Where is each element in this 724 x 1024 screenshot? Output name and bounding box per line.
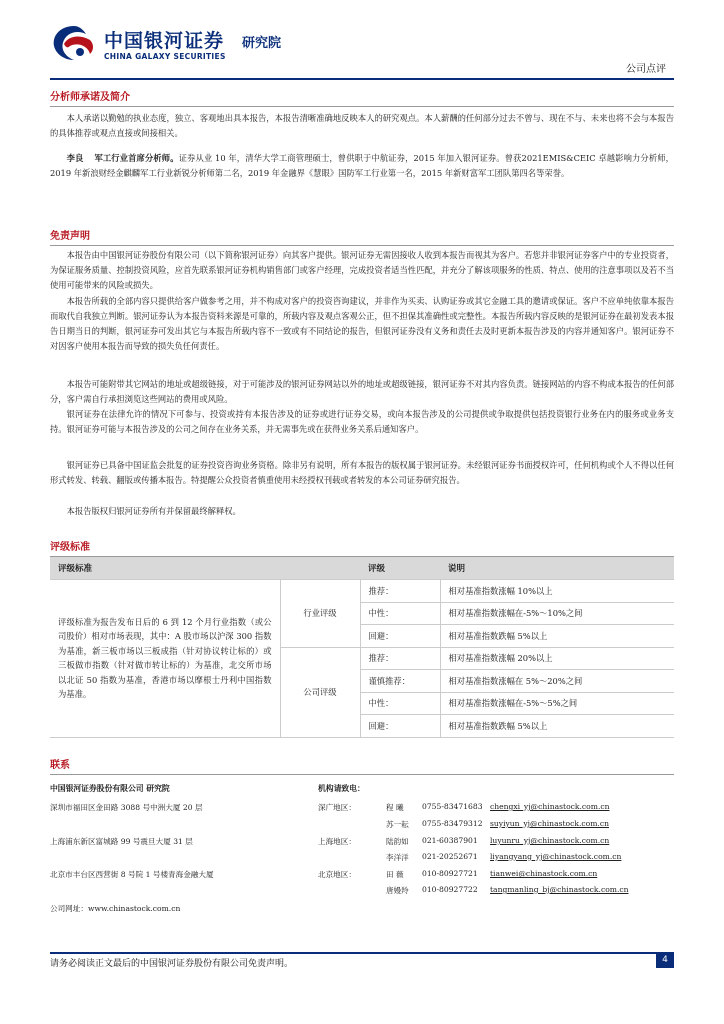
region-shenzhen: 深广地区： — [318, 803, 356, 812]
region-shanghai: 上海地区： — [318, 837, 356, 846]
grade-label: 回避： — [360, 625, 440, 648]
disclaimer-paragraph: 本报告可能附带其它网站的地址或超级链接，对于可能涉及的银河证券网站以外的地址或超级链接，银河证券不对其内容负责。链接网站的内容不构成本报告的任何部分，客户需自行承担浏览这些网站的费用或风险。 — [50, 379, 674, 404]
contact-section-title: 联系 — [50, 756, 674, 775]
footer-divider — [50, 952, 674, 954]
contact-phone: 010-80927721 — [422, 869, 478, 878]
grade-note: 相对基准指数涨幅在 5%～20%之间 — [440, 670, 674, 693]
grade-label: 推荐： — [360, 647, 440, 670]
contact-phone: 021-20252671 — [422, 852, 478, 861]
contact-phone: 0755-83479312 — [422, 819, 483, 828]
contact-email[interactable]: suyiyun_yj@chinastock.com.cn — [490, 819, 609, 828]
contact-name: 田 薇 — [386, 870, 404, 879]
grade-note: 相对基准指数涨幅 20%以上 — [440, 647, 674, 670]
grade-label: 回避： — [360, 715, 440, 738]
rating-table — [50, 557, 674, 738]
grade-label: 推荐： — [360, 580, 440, 603]
grade-note: 相对基准指数涨幅在-5%～5%之间 — [440, 692, 674, 715]
grade-note: 相对基准指数涨幅 10%以上 — [440, 580, 674, 603]
col-header-standard: 评级标准 — [50, 557, 280, 580]
analyst-name: 李良 — [66, 153, 84, 163]
contact-email[interactable]: chengxi_yj@chinastock.com.cn — [490, 802, 610, 811]
company-name-cn: 中国银河证券 — [104, 30, 225, 52]
rating-section-title: 评级标准 — [50, 538, 674, 557]
industry-rating-label: 行业评级 — [280, 580, 360, 648]
analyst-section-title: 分析师承诺及简介 — [50, 88, 674, 107]
grade-note: 相对基准指数跌幅 5%以上 — [440, 625, 674, 648]
address-shenzhen: 深圳市福田区金田路 3088 号中洲大厦 20 层 — [50, 803, 203, 812]
col-header-note: 说明 — [440, 557, 674, 580]
document-type: 公司点评 — [626, 64, 666, 75]
region-beijing: 北京地区： — [318, 870, 356, 879]
galaxy-logo-icon — [50, 22, 98, 62]
analyst-pledge: 本人承诺以勤勉的执业态度，独立、客观地出具本报告，本报告清晰准确地反映本人的研究观点。本人薪酬的任何部分过去不曾与、现在不与、未来也将不会与本报告的具体推荐或观点直接或间接相关。 — [50, 113, 674, 138]
contact-phone: 0755-83471683 — [422, 802, 483, 811]
contact-email[interactable]: liyangyang_yj@chinastock.com.cn — [490, 852, 622, 861]
contact-email[interactable]: tianwei@chinastock.com.cn — [490, 869, 598, 878]
header-divider — [50, 78, 674, 80]
contact-name: 唐嫚羚 — [386, 886, 409, 895]
disclaimer-paragraph: 银河证券在法律允许的情况下可参与、投资或持有本报告涉及的证券或进行证券交易，或向本报告涉及的公司提供或争取提供包括投资银行业务在内的服务或业务支持。银河证券可能与本报告涉及的公司之间存在业务关系，并无需事先或在获得业务关系后通知客户。 — [50, 409, 674, 434]
page-header — [50, 18, 674, 80]
sales-title: 机构请致电： — [318, 784, 365, 793]
page-number: 4 — [656, 952, 674, 968]
analyst-bio-paragraph — [50, 151, 674, 181]
contact-company: 中国银河证券股份有限公司 研究院 — [50, 784, 170, 793]
col-header-type — [280, 557, 360, 580]
company-website[interactable]: 公司网址：www.chinastock.com.cn — [50, 904, 181, 913]
contact-name: 苏一耘 — [386, 820, 409, 829]
company-name-en: CHINA GALAXY SECURITIES — [104, 52, 226, 61]
disclaimer-paragraph: 本报告版权归银河证券所有并保留最终解释权。 — [66, 506, 241, 516]
col-header-grade: 评级 — [360, 557, 440, 580]
analyst-bio: 证券从业 10 年，清华大学工商管理硕士，曾供职于中航证券，2015 年加入银河证券。曾获2021EMIS&CEIC 卓越影响力分析师，2019 年新浪财经金麒麟军工行业新锐分析师第二名，2019 年金融界《慧眼》国防军工行业第一名，2015 年新财富军工团队第四名等荣誉。 — [50, 153, 674, 178]
company-rating-label: 公司评级 — [280, 647, 360, 737]
rating-description: 评级标准为报告发布日后的 6 到 12 个月行业指数（或公司股价）相对市场表现，其中：A 股市场以沪深 300 指数为基准，新三板市场以三板成指（针对协议转让标的）或三板做市指数（针对做市转让标的）为基准，北交所市场以北证 50 指数为基准，香港市场以摩根士丹利中国指数为基准。 — [50, 580, 280, 738]
disclaimer-paragraph: 银河证券已具备中国证监会批复的证券投资咨询业务资格。除非另有说明，所有本报告的版权属于银河证券。未经银河证券书面授权许可，任何机构或个人不得以任何形式转发、转载、翻版或传播本报告。特提醒公众投资者慎重使用未经授权刊载或者转发的本公司证券研究报告。 — [50, 460, 674, 485]
disclaimer-section-title: 免责声明 — [50, 227, 674, 246]
grade-note: 相对基准指数跌幅 5%以上 — [440, 715, 674, 738]
contact-name: 陆韵如 — [386, 837, 409, 846]
contact-phone: 021-60387901 — [422, 836, 478, 845]
rating-header-row — [50, 557, 674, 580]
institute-name: 研究院 — [242, 36, 282, 51]
contact-email[interactable]: tangmanling_bj@chinastock.com.cn — [490, 885, 629, 894]
grade-label: 中性： — [360, 692, 440, 715]
address-shanghai: 上海浦东新区富城路 99 号震旦大厦 31 层 — [50, 837, 193, 846]
address-beijing: 北京市丰台区西营街 8 号院 1 号楼青海金融大厦 — [50, 870, 214, 879]
table-row — [50, 580, 674, 603]
analyst-role: 军工行业首席分析师。 — [94, 153, 179, 163]
grade-label: 谨慎推荐： — [360, 670, 440, 693]
contact-name: 李洋洋 — [386, 853, 409, 862]
grade-label: 中性： — [360, 602, 440, 625]
grade-note: 相对基准指数涨幅在-5%～10%之间 — [440, 602, 674, 625]
disclaimer-paragraph: 本报告所载的全部内容只提供给客户做参考之用，并不构成对客户的投资咨询建议，并非作为买卖、认购证券或其它金融工具的邀请或保证。客户不应单纯依靠本报告而取代自我独立判断。银河证券认为本报告资料来源是可靠的，所载内容及观点客观公正，但不担保其准确性或完整性。本报告所载内容反映的是银河证券在最初发表本报告日期当日的判断，银河证券可发出其它与本报告所载内容不一致或有不同结论的报告，但银河证券没有义务和责任去及时更新本报告涉及的内容并通知客户。银河证券不对因客户使用本报告而导致的损失负任何责任。 — [50, 296, 674, 351]
contact-name: 程 曦 — [386, 803, 404, 812]
contact-phone: 010-80927722 — [422, 885, 478, 894]
disclaimer-paragraph: 本报告由中国银河证券股份有限公司（以下简称银河证券）向其客户提供。银河证券无需因接收人收到本报告而视其为客户。若您并非银河证券客户中的专业投资者，为保证服务质量、控制投资风险，应首先联系银河证券机构销售部门或客户经理，完成投资者适当性匹配，并充分了解该项服务的性质、特点、使用的注意事项以及若不当使用可能带来的风险或损失。 — [50, 250, 674, 290]
footer-notice: 请务必阅读正文最后的中国银河证券股份有限公司免责声明。 — [50, 959, 294, 969]
contact-email[interactable]: luyunru_yj@chinastock.com.cn — [490, 836, 610, 845]
